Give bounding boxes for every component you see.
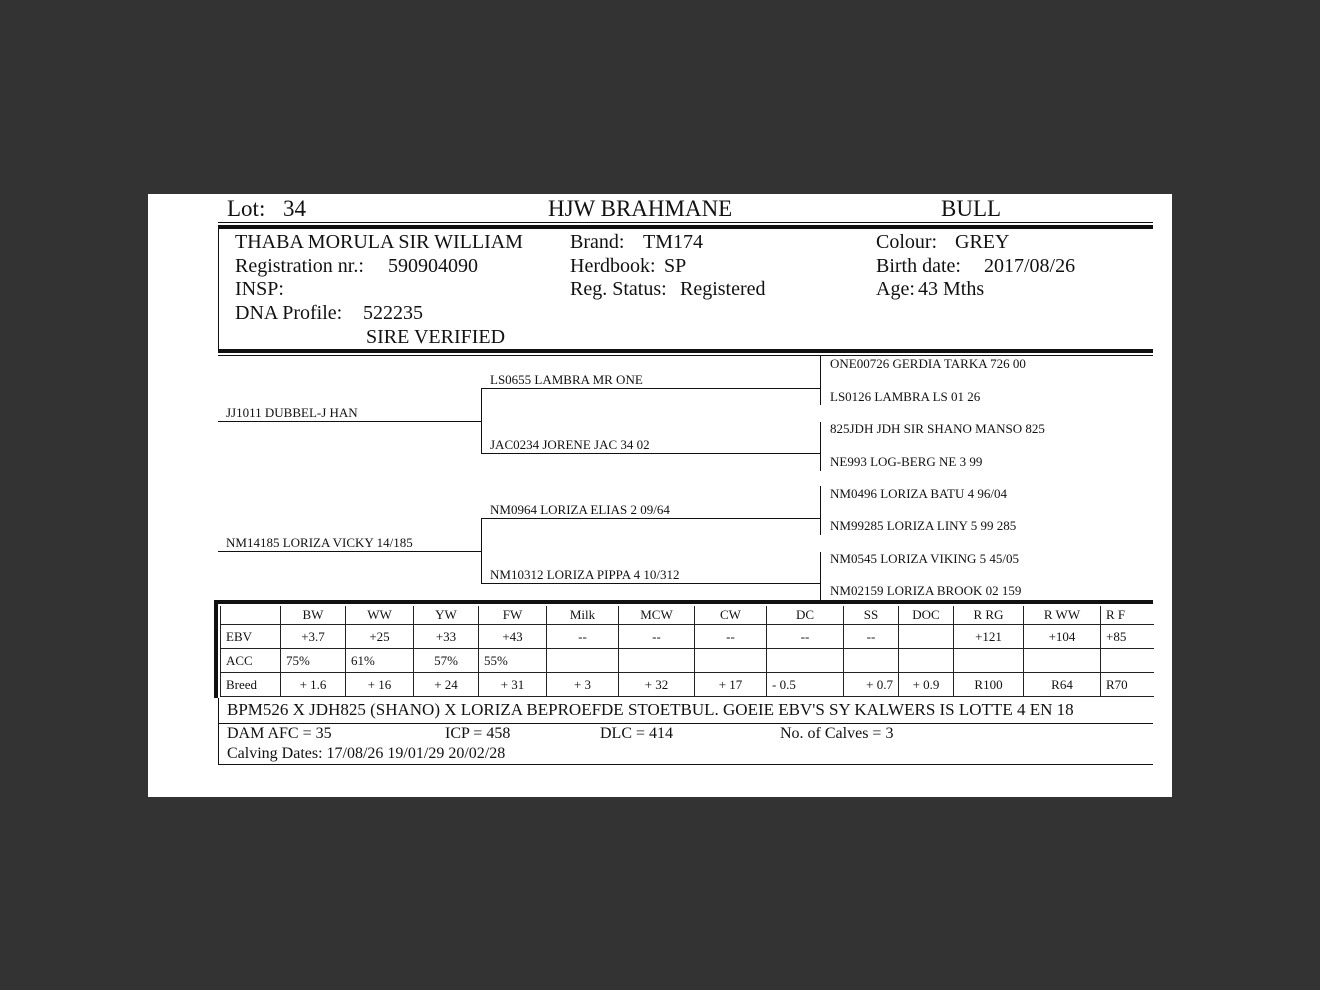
pedigree-dam-dam: NM10312 LORIZA PIPPA 4 10/312 — [490, 567, 680, 582]
colour-label: Colour: — [876, 231, 938, 253]
table-row — [221, 673, 1154, 697]
brand-value: TM174 — [643, 231, 703, 253]
breed-cell: + 0.9 — [899, 673, 954, 697]
dam-bracket — [481, 518, 482, 584]
dam-dam-line — [481, 583, 820, 584]
ggp-1: ONE00726 GERDIA TARKA 726 00 — [830, 356, 1026, 371]
breed-cell: - 0.5 — [767, 673, 844, 697]
ebv-col-header: YW — [414, 606, 479, 625]
ebv-cell — [899, 625, 954, 649]
header-rule-thick — [218, 225, 1153, 229]
ebv-cell: -- — [695, 625, 767, 649]
pedigree-sire: JJ1011 DUBBEL-J HAN — [226, 405, 358, 420]
ebv-col-header: MCW — [619, 606, 695, 625]
ebv-col-header: WW — [346, 606, 414, 625]
ebv-col-header: R RG — [954, 606, 1024, 625]
dam-dlc: DLC = 414 — [600, 725, 674, 742]
ggp-5: NM0496 LORIZA BATU 4 96/04 — [830, 486, 1007, 501]
sire-line — [218, 421, 481, 422]
dam-icp: ICP = 458 — [445, 725, 511, 742]
colour-value: GREY — [955, 231, 1010, 253]
info-border-left — [218, 229, 219, 349]
table-rule-thick — [214, 600, 1153, 604]
acc-cell — [619, 649, 695, 673]
table-row — [221, 649, 1154, 673]
remarks-rule — [218, 723, 1153, 724]
acc-cell: 55% — [479, 649, 547, 673]
footer-rule — [218, 764, 1153, 765]
dna-label: DNA Profile: — [235, 302, 343, 324]
ds-bracket — [820, 486, 821, 535]
ggp-8: NM02159 LORIZA BROOK 02 159 — [830, 583, 1022, 598]
acc-cell — [954, 649, 1024, 673]
calving-dates: Calving Dates: 17/08/26 19/01/29 20/02/28 — [227, 745, 506, 762]
pedigree-dam-sire: NM0964 LORIZA ELIAS 2 09/64 — [490, 502, 670, 517]
dam-sire-line — [481, 518, 820, 519]
lot-number: 34 — [283, 196, 306, 221]
ebv-cell: +43 — [479, 625, 547, 649]
breed-cell: + 24 — [414, 673, 479, 697]
dna-profile: 522235 — [363, 302, 423, 324]
dam-afc: DAM AFC = 35 — [227, 725, 332, 742]
ebv-col-header: R F — [1101, 606, 1154, 625]
breed-cell: R64 — [1024, 673, 1101, 697]
acc-cell: 61% — [346, 649, 414, 673]
ebv-cell: -- — [767, 625, 844, 649]
table-border-left — [214, 600, 218, 698]
dam-line — [218, 551, 481, 552]
acc-cell — [547, 649, 619, 673]
ggp-2: LS0126 LAMBRA LS 01 26 — [830, 389, 981, 404]
brand-label: Brand: — [570, 231, 625, 253]
acc-cell — [767, 649, 844, 673]
acc-cell — [695, 649, 767, 673]
birth-date-label: Birth date: — [876, 255, 961, 277]
ss-bracket — [820, 356, 821, 405]
sex-label: BULL — [941, 196, 1002, 221]
ebv-col-header: CW — [695, 606, 767, 625]
breed-cell: + 32 — [619, 673, 695, 697]
breed-cell: + 31 — [479, 673, 547, 697]
ebv-cell: +121 — [954, 625, 1024, 649]
table-row — [221, 625, 1154, 649]
herdbook-value: SP — [664, 255, 687, 277]
sire-dam-line — [481, 453, 820, 454]
ebv-cell: +25 — [346, 625, 414, 649]
lot-label: Lot: — [227, 196, 266, 221]
ggp-6: NM99285 LORIZA LINY 5 99 285 — [830, 518, 1017, 533]
pedigree-dam: NM14185 LORIZA VICKY 14/185 — [226, 535, 413, 550]
breed-cell: + 16 — [346, 673, 414, 697]
ebv-cell: -- — [547, 625, 619, 649]
pedigree-sire-dam: JAC0234 JORENE JAC 34 02 — [490, 437, 650, 452]
footer-border-left — [218, 698, 219, 764]
age-value: 43 Mths — [918, 278, 985, 300]
ebv-col-header: SS — [844, 606, 899, 625]
breed-cell: + 0.7 — [844, 673, 899, 697]
ggp-3: 825JDH JDH SIR SHANO MANSO 825 — [830, 421, 1045, 436]
row-label: EBV — [221, 625, 281, 649]
sd-bracket — [820, 422, 821, 471]
reg-status-label: Reg. Status: — [570, 278, 667, 300]
sire-verified: SIRE VERIFIED — [366, 326, 506, 348]
remarks: BPM526 X JDH825 (SHANO) X LORIZA BEPROEFDE STOETBUL. GOEIE EBV'S SY KALWERS IS LOTTE 4 EN 18 — [227, 700, 1074, 719]
birth-date-value: 2017/08/26 — [984, 255, 1076, 277]
acc-cell — [1101, 649, 1154, 673]
dd-bracket — [820, 552, 821, 600]
insp-label: INSP: — [235, 278, 284, 300]
sire-sire-line — [481, 388, 820, 389]
breeder-name: HJW BRAHMANE — [548, 196, 733, 221]
ebv-header-row — [221, 606, 1154, 625]
reg-status-value: Registered — [680, 278, 766, 300]
ebv-cell: +104 — [1024, 625, 1101, 649]
ebv-col-header: FW — [479, 606, 547, 625]
header-rule-thin — [218, 222, 1153, 223]
age-label: Age: — [876, 278, 915, 300]
ebv-col-header: R WW — [1024, 606, 1101, 625]
sire-bracket — [481, 388, 482, 454]
ebv-col-header: Milk — [547, 606, 619, 625]
ggp-4: NE993 LOG-BERG NE 3 99 — [830, 454, 983, 469]
breed-cell: + 1.6 — [281, 673, 346, 697]
row-label: Breed — [221, 673, 281, 697]
ebv-cell: +85 — [1101, 625, 1154, 649]
acc-cell — [899, 649, 954, 673]
ebv-cell: -- — [619, 625, 695, 649]
breed-cell: + 17 — [695, 673, 767, 697]
ggp-7: NM0545 LORIZA VIKING 5 45/05 — [830, 551, 1019, 566]
breed-cell: R70 — [1101, 673, 1154, 697]
breed-cell: R100 — [954, 673, 1024, 697]
ebv-table — [220, 606, 1154, 697]
animal-name: THABA MORULA SIR WILLIAM — [235, 231, 523, 253]
registration-number: 590904090 — [388, 255, 478, 277]
pedigree-rule-thick — [218, 349, 1153, 353]
ebv-col-header: DOC — [899, 606, 954, 625]
acc-cell: 57% — [414, 649, 479, 673]
dam-calves: No. of Calves = 3 — [780, 725, 894, 742]
ebv-corner — [221, 606, 281, 625]
ebv-col-header: DC — [767, 606, 844, 625]
registration-label: Registration nr.: — [235, 255, 364, 277]
acc-cell — [844, 649, 899, 673]
ebv-col-header: BW — [281, 606, 346, 625]
acc-cell — [1024, 649, 1101, 673]
ebv-cell: -- — [844, 625, 899, 649]
breed-cell: + 3 — [547, 673, 619, 697]
ebv-cell: +3.7 — [281, 625, 346, 649]
pedigree-sire-sire: LS0655 LAMBRA MR ONE — [490, 372, 643, 387]
herdbook-label: Herdbook: — [570, 255, 656, 277]
lot-sheet — [148, 194, 1172, 797]
acc-cell: 75% — [281, 649, 346, 673]
row-label: ACC — [221, 649, 281, 673]
ebv-cell: +33 — [414, 625, 479, 649]
